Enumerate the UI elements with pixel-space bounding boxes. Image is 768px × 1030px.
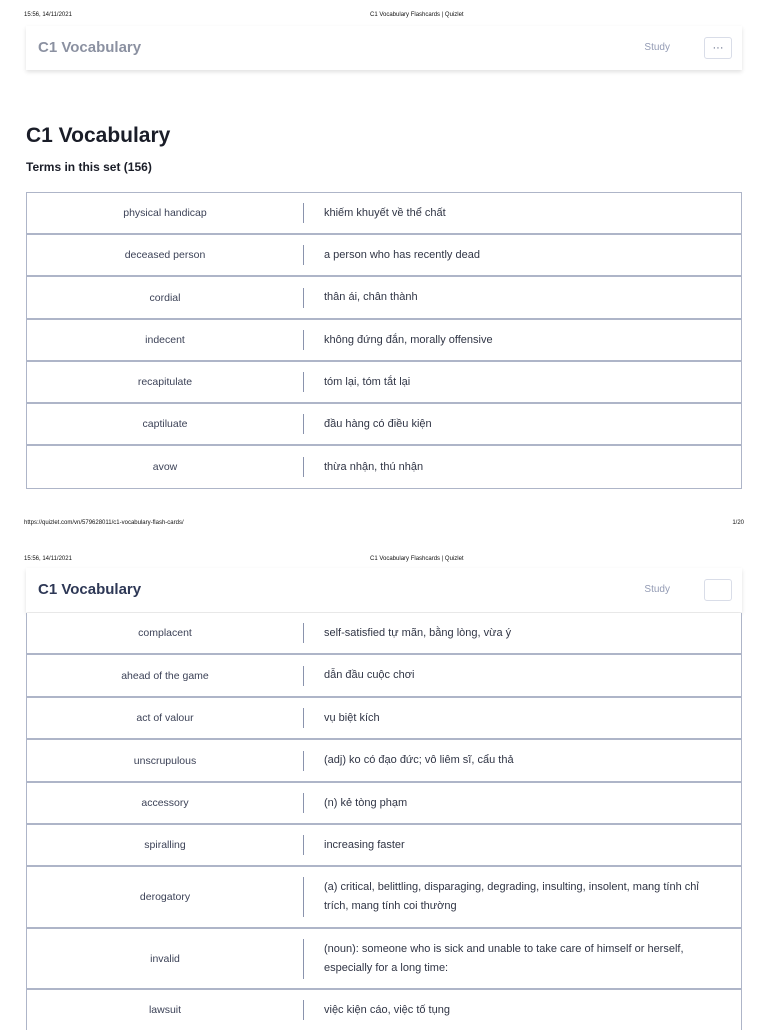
term-cell: derogatory: [139, 891, 191, 903]
terms-count-heading: Terms in this set (156): [26, 160, 152, 174]
definition-cell: dẫn đầu cuộc chơi: [324, 669, 415, 681]
term-cell: captiluate: [142, 418, 188, 430]
print-doc-title: C1 Vocabulary Flashcards | Quizlet: [370, 556, 464, 562]
term-cell: physical handicap: [123, 207, 207, 219]
table-row: [27, 362, 741, 404]
footer-url: https://quizlet.com/vn/579628011/c1-vocabulary-flash-cards/: [24, 520, 184, 526]
term-cell: act of valour: [136, 712, 194, 724]
print-doc-title: C1 Vocabulary Flashcards | Quizlet: [370, 12, 464, 18]
definition-cell: khiếm khuyết về thể chất: [324, 206, 446, 219]
definition-cell: vụ biệt kích: [324, 711, 380, 724]
definition-cell: (adj) ko có đạo đức; vô liêm sĩ, cẩu thả: [324, 754, 514, 766]
definition-cell: thừa nhận, thú nhận: [324, 460, 424, 473]
terms-table-page1: [26, 192, 742, 489]
study-link[interactable]: Study: [644, 584, 670, 595]
term-cell: unscrupulous: [133, 754, 197, 767]
table-row: [27, 698, 741, 740]
more-options-button[interactable]: ···: [704, 37, 732, 59]
definition-cell: (a) critical, belittling, disparaging, degrading, insulting, insolent, mang tính chỉ trích, mang tính coi thường: [324, 881, 699, 912]
set-title: C1 Vocabulary: [26, 124, 171, 147]
definition-cell: a person who has recently dead: [324, 248, 480, 261]
definition-cell: việc kiện cáo, việc tố tụng: [324, 1003, 450, 1016]
table-row: [27, 404, 741, 446]
definition-cell: (noun): someone who is sick and unable to take care of himself or herself, especially for a long time:: [324, 942, 684, 974]
table-row: [27, 235, 741, 277]
term-cell: ahead of the game: [121, 669, 209, 682]
table-row: [27, 929, 741, 990]
term-cell: lawsuit: [148, 1004, 182, 1016]
term-cell: cordial: [149, 291, 181, 304]
term-cell: deceased person: [124, 249, 206, 261]
term-cell: indecent: [145, 334, 185, 346]
definition-cell: thân ái, chân thành: [324, 291, 418, 303]
table-row: [27, 825, 741, 867]
footer-page-number: 1/20: [732, 520, 744, 526]
table-row: [27, 277, 741, 320]
print-datetime: 15:56, 14/11/2021: [24, 12, 72, 18]
term-cell: accessory: [141, 797, 189, 809]
definition-cell: tóm lại, tóm tắt lại: [324, 375, 411, 388]
page2-header: [26, 568, 742, 612]
more-options-button[interactable]: [704, 579, 732, 601]
table-row: [27, 740, 741, 783]
table-row: [27, 990, 741, 1030]
term-cell: invalid: [150, 952, 180, 965]
term-cell: recapitulate: [137, 376, 193, 388]
header-title[interactable]: C1 Vocabulary: [38, 581, 142, 598]
table-row: [27, 446, 741, 488]
term-cell: spiralling: [144, 839, 186, 851]
header-title[interactable]: C1 Vocabulary: [38, 39, 142, 56]
definition-cell: không đứng đắn, morally offensive: [324, 333, 493, 346]
term-cell: avow: [152, 461, 178, 473]
terms-table-page2: [26, 613, 742, 1030]
table-row: [27, 193, 741, 235]
definition-cell: increasing faster: [324, 838, 405, 851]
page1-header: [26, 26, 742, 70]
table-row: [27, 867, 741, 929]
term-cell: complacent: [138, 627, 192, 639]
table-row: [27, 783, 741, 825]
print-datetime: 15:56, 14/11/2021: [24, 556, 72, 562]
study-link[interactable]: Study: [644, 42, 670, 53]
definition-cell: (n) kẻ tòng phạm: [324, 796, 408, 809]
definition-cell: self-satisfied tự mãn, bằng lòng, vừa ý: [324, 626, 512, 639]
table-row: [27, 613, 741, 655]
table-row: [27, 655, 741, 698]
definition-cell: đầu hàng có điều kiện: [324, 417, 432, 430]
table-row: [27, 320, 741, 362]
